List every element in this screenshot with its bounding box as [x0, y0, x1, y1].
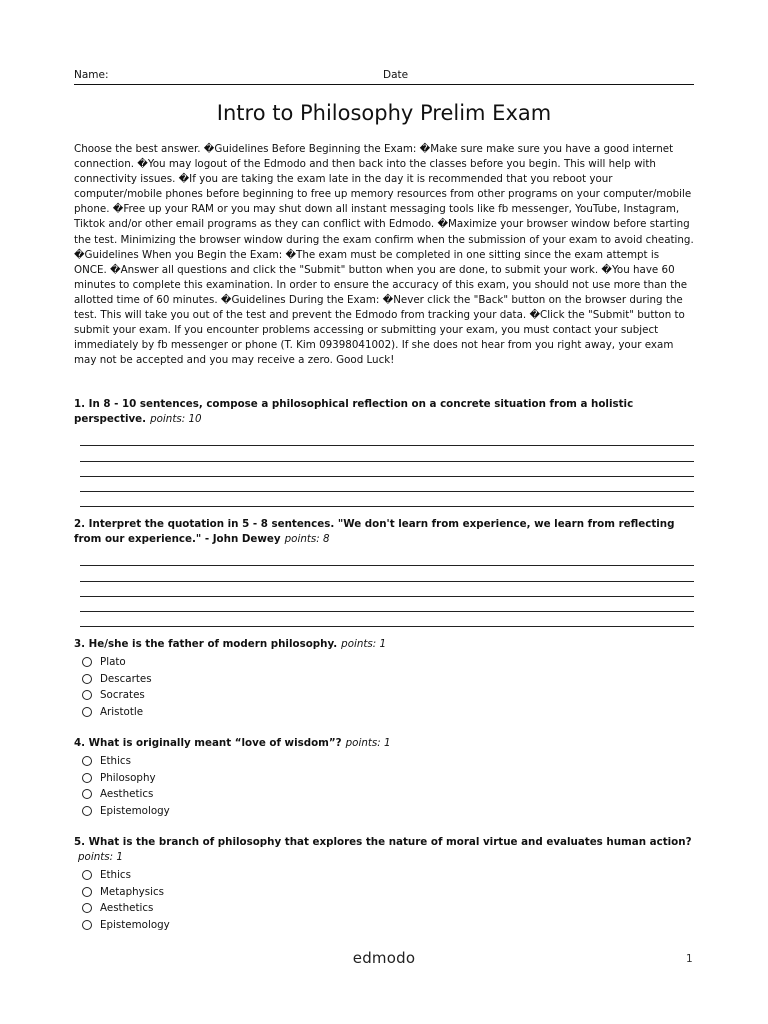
- option[interactable]: [82, 884, 482, 901]
- exam-title: Intro to Philosophy Prelim Exam: [216, 101, 552, 125]
- option[interactable]: [82, 900, 482, 917]
- edmodo-logo: edmodo: [352, 949, 416, 967]
- exam-instructions: Choose the best answer. �Guidelines Before Beginning the Exam: �Make sure make sure you have a good internet connection. �You may logout of the Edmodo and then back into the classes before you begin. This will help with connectivity issues. �If you are taking the exam late in the day it is recommended that you reboot your computer/mobile phones before beginning to free up memory resources from other programs on your computer/mobile phone. �Free up your RAM or you may shut down all instant messaging tools like fb messenger, YouTube, Instagram, Tiktok and/or other email programs as they can conflict with Edmodo. �Maximize your browser window before starting the test. Minimizing the browser window during the exam confirm when the submission of your exam to avoid cheating. �Guidelines When you Begin the Exam: �The exam must be completed in one sitting since the exam attempt is ONCE. �Answer all questions and click the "Submit" button when you are done, to submit your work. �You have 60 minutes to complete this examination. In order to ensure the accuracy of this exam, you should not use more than the allotted time of 60 minutes. �Guidelines During the Exam: �Never click the "Back" button on the browser during the test. This will take you out of the test and prevent the Edmodo from tracking your data. �Click the "Submit" button to submit your exam. If you encounter problems accessing or submitting your exam, you must contact your subject immediately by fb messenger or phone (T. Kim 09398041002). If she does not hear from you right away, your exam may not be accepted and you may receive a zero. Good Luck!: [74, 143, 694, 367]
- question-2-answer-lines[interactable]: [80, 551, 694, 627]
- option-label: Aesthetics: [100, 788, 154, 801]
- radio-button[interactable]: [82, 674, 92, 684]
- option[interactable]: [82, 770, 482, 787]
- question-1: [74, 397, 694, 427]
- question-5-points: points: 1: [78, 851, 123, 864]
- option[interactable]: [82, 654, 482, 671]
- page-number: 1: [686, 953, 693, 965]
- radio-button[interactable]: [82, 707, 92, 717]
- option[interactable]: [82, 803, 482, 820]
- option-label: Aristotle: [100, 705, 144, 718]
- option-label: Ethics: [100, 869, 131, 882]
- option[interactable]: [82, 704, 482, 721]
- radio-button[interactable]: [82, 887, 92, 897]
- question-3-points: points: 1: [341, 638, 387, 650]
- option[interactable]: [82, 867, 482, 884]
- option[interactable]: [82, 917, 482, 934]
- question-3-options: [82, 654, 482, 720]
- option-label: Philosophy: [100, 771, 156, 784]
- option-label: Metaphysics: [100, 885, 164, 898]
- question-5-text: 5. What is the branch of philosophy that explores the nature of moral virtue and evaluates human action?: [74, 836, 692, 848]
- radio-button[interactable]: [82, 756, 92, 766]
- date-label: Date: [383, 69, 409, 81]
- question-5: [74, 835, 694, 865]
- radio-button[interactable]: [82, 789, 92, 799]
- option[interactable]: [82, 786, 482, 803]
- option-label: Socrates: [100, 689, 145, 702]
- option-label: Descartes: [100, 672, 152, 685]
- question-2-text: 2. Interpret the quotation in 5 - 8 sentences. "We don't learn from experience, we learn from reflecting from our experience." - John Dewey: [74, 518, 675, 546]
- question-5-options: [82, 867, 482, 933]
- question-3: [74, 637, 694, 652]
- question-4-text: 4. What is originally meant “love of wisdom”?: [74, 737, 342, 749]
- radio-button[interactable]: [82, 903, 92, 913]
- option[interactable]: [82, 687, 482, 704]
- option-label: Aesthetics: [100, 902, 154, 915]
- question-3-text: 3. He/she is the father of modern philosophy.: [74, 638, 338, 650]
- question-4-options: [82, 753, 482, 819]
- option-label: Epistemology: [100, 918, 170, 931]
- radio-button[interactable]: [82, 773, 92, 783]
- question-1-points: points: 10: [150, 413, 202, 426]
- question-1-answer-lines[interactable]: [80, 431, 694, 507]
- radio-button[interactable]: [82, 690, 92, 700]
- question-2-points: points: 8: [284, 533, 330, 546]
- name-label: Name:: [74, 69, 109, 81]
- question-4: [74, 736, 694, 751]
- radio-button[interactable]: [82, 870, 92, 880]
- option[interactable]: [82, 671, 482, 688]
- option-label: Ethics: [100, 755, 131, 768]
- name-date-bar: [74, 69, 694, 85]
- option-label: Plato: [100, 656, 126, 669]
- radio-button[interactable]: [82, 920, 92, 930]
- radio-button[interactable]: [82, 806, 92, 816]
- question-4-points: points: 1: [345, 737, 391, 749]
- question-2: [74, 517, 694, 547]
- option[interactable]: [82, 753, 482, 770]
- question-1-text: 1. In 8 - 10 sentences, compose a philosophical reflection on a concrete situation from a holistic perspective.: [74, 398, 634, 426]
- radio-button[interactable]: [82, 657, 92, 667]
- option-label: Epistemology: [100, 804, 170, 817]
